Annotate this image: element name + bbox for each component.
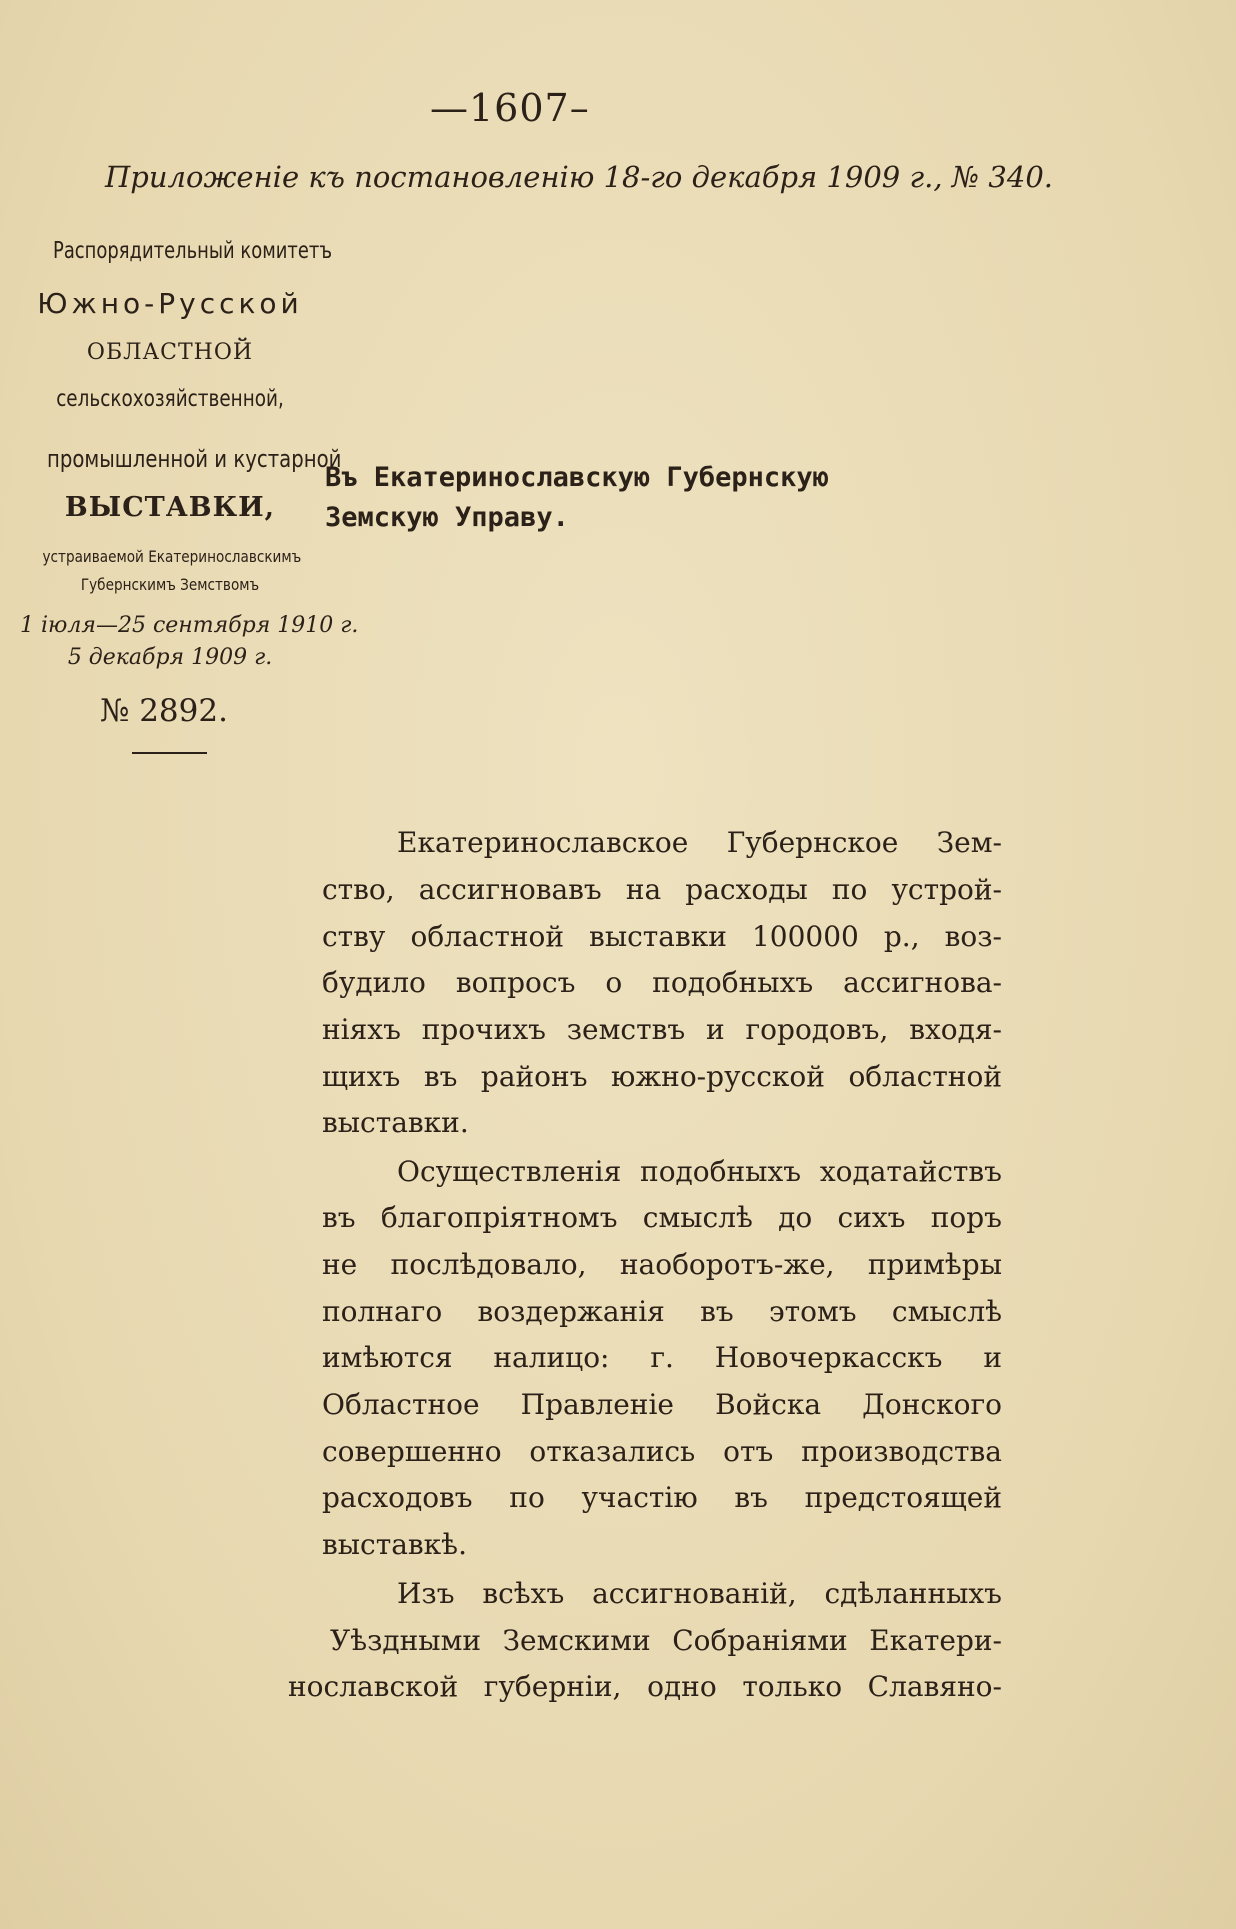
body-line: совершенно отказались отъ производства xyxy=(322,1435,1002,1468)
body-line: Изъ всѣхъ ассигнованій, сдѣланныхъ xyxy=(397,1577,1002,1610)
sender-line-2: Южно-Русской xyxy=(37,287,303,320)
sender-line-6: ВЫСТАВКИ, xyxy=(64,492,276,523)
divider-rule xyxy=(132,752,207,754)
body-line: щихъ въ районъ южно-русской областной xyxy=(322,1060,1002,1093)
sender-line-8: Губернскимъ Земствомъ xyxy=(80,575,260,594)
body-line: Уѣздными Земскими Собраніями Екатери- xyxy=(330,1624,1002,1657)
letter-date: 5 декабря 1909 г. xyxy=(67,645,273,670)
sender-line-3: ОБЛАСТНОЙ xyxy=(86,340,254,365)
body-line: Осуществленія подобныхъ ходатайствъ xyxy=(397,1155,1002,1188)
addressee xyxy=(325,458,1015,538)
addressee-line-1: Въ Екатеринославскую Губернскую xyxy=(325,462,829,493)
body-line: ству областной выставки 100000 р., воз- xyxy=(322,920,1002,953)
sender-line-1: Распорядительный комитетъ xyxy=(53,238,333,264)
exhibition-dates: 1 іюля—25 сентября 1910 г. xyxy=(20,613,359,638)
body-line: Екатеринославское Губернское Зем- xyxy=(397,826,1002,859)
body-line: полнаго воздержанія въ этомъ смыслѣ xyxy=(322,1295,1002,1328)
body-line: выставкѣ. xyxy=(322,1528,467,1561)
body-line: ніяхъ прочихъ земствъ и городовъ, входя- xyxy=(322,1013,1002,1046)
sender-line-4: сельскохозяйственной, xyxy=(56,386,284,412)
addressee-line-2: Земскую Управу. xyxy=(325,502,569,533)
page-number: —1607– xyxy=(430,86,590,130)
sender-line-7: устраиваемой Екатеринославскимъ xyxy=(42,547,302,566)
body-line: имѣются налицо: г. Новочеркасскъ и xyxy=(322,1341,1002,1374)
body-line: выставки. xyxy=(322,1106,469,1139)
appendix-note: Приложеніе къ постановленію 18-го декабря 1909 г., № 340. xyxy=(105,160,1053,194)
sender-line-5: промышленной и кустарной xyxy=(47,445,342,473)
body-line: нославской губерніи, одно только Славяно- xyxy=(288,1670,1002,1703)
body-line: въ благопріятномъ смыслѣ до сихъ поръ xyxy=(322,1201,1002,1234)
letter-number: № 2892. xyxy=(100,693,228,729)
body-line: не послѣдовало, наоборотъ-же, примѣры xyxy=(322,1248,1002,1281)
body-line: расходовъ по участію въ предстоящей xyxy=(322,1481,1002,1514)
body-line: Областное Правленіе Войска Донского xyxy=(322,1388,1002,1421)
body-line: ство, ассигновавъ на расходы по устрой- xyxy=(322,873,1002,906)
body-line: будило вопросъ о подобныхъ ассигнова- xyxy=(322,966,1002,999)
